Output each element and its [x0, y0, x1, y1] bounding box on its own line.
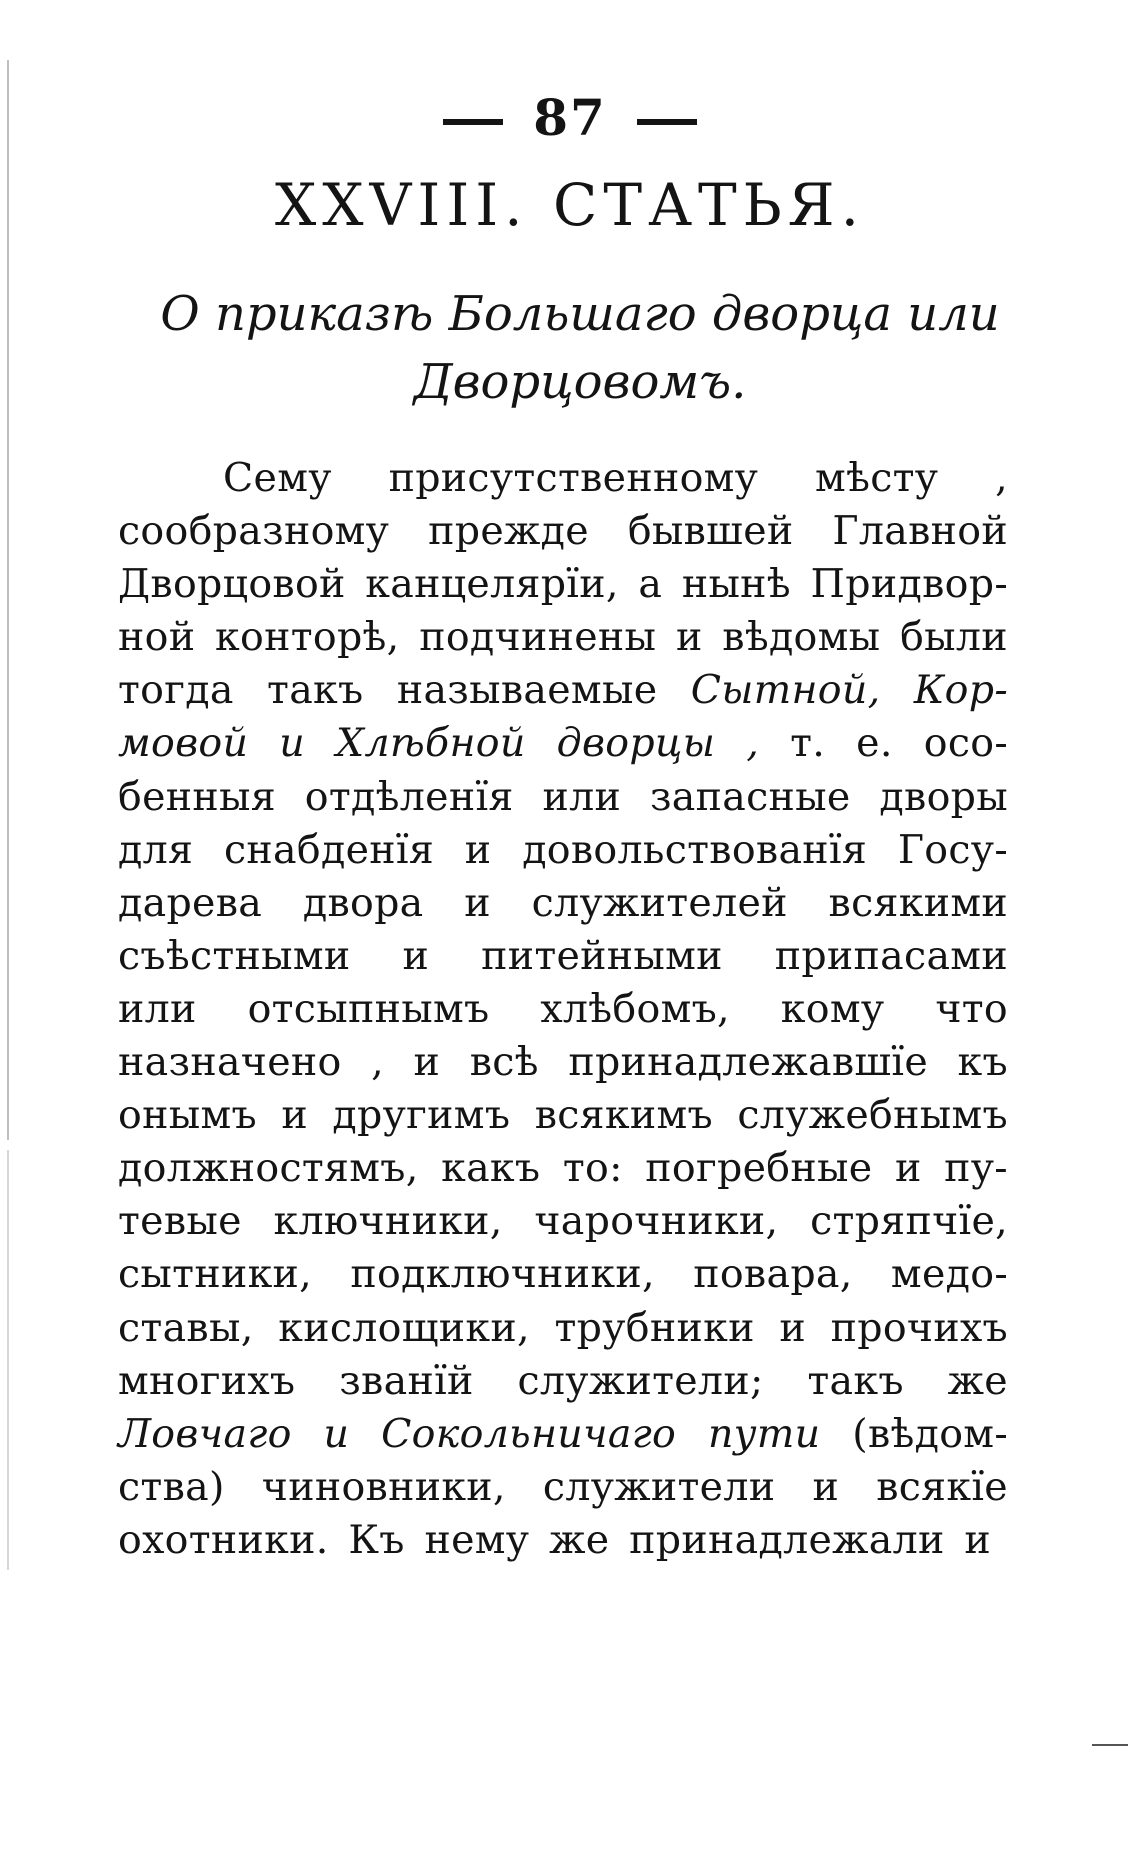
word: Сытной,	[690, 667, 881, 714]
word: сытники,	[118, 1251, 313, 1298]
word: кому	[780, 985, 885, 1032]
word: мѣсту	[815, 455, 939, 501]
word: и	[779, 1304, 806, 1351]
word: ,	[746, 720, 760, 767]
body-line	[118, 1089, 1008, 1142]
word: и	[464, 826, 492, 873]
word: дарева	[118, 879, 263, 926]
word: подчинены	[419, 614, 657, 661]
body-line	[118, 611, 1008, 664]
body-line	[118, 930, 1008, 983]
word: всякими	[828, 879, 1008, 926]
body-line	[118, 717, 1008, 770]
word: бенныя	[118, 773, 276, 820]
word: служителей	[531, 879, 788, 926]
word: присутственному	[388, 455, 759, 501]
word: всякимъ	[534, 1092, 713, 1139]
body-line	[118, 1461, 1008, 1514]
word: ной	[118, 614, 196, 661]
body-line	[118, 1036, 1008, 1089]
word: стряпчїе,	[810, 1198, 1008, 1245]
word: Придвор-	[810, 561, 1008, 608]
body-line	[118, 1514, 1008, 1567]
word: мовой	[118, 720, 249, 767]
body-line	[118, 1195, 1008, 1248]
word: Хлѣбной	[336, 720, 526, 767]
word: нему	[424, 1516, 530, 1563]
word: ,	[371, 1039, 384, 1086]
word: подключники,	[350, 1251, 655, 1298]
word: прежде	[428, 508, 589, 555]
body-line	[118, 983, 1008, 1036]
word: для	[118, 826, 194, 873]
word: и	[964, 1516, 992, 1563]
word: Дворцовой	[118, 561, 346, 608]
word: снабденїя	[223, 826, 435, 873]
word: и	[464, 879, 491, 926]
body-line	[118, 1248, 1008, 1301]
body-line	[118, 1142, 1008, 1195]
body-text	[118, 452, 1008, 1567]
word: были	[900, 614, 1008, 661]
word: довольствованїя	[522, 826, 868, 873]
body-line	[118, 1355, 1008, 1408]
word: (вѣдом-	[852, 1410, 1008, 1457]
word: нынѣ	[681, 561, 791, 608]
word: и	[281, 1092, 308, 1139]
word: е.	[856, 720, 893, 767]
word: т.	[790, 720, 826, 767]
word: и	[894, 1145, 922, 1192]
word: какъ	[441, 1145, 541, 1192]
article-subtitle	[140, 280, 1020, 416]
word: прочихъ	[830, 1304, 1008, 1351]
word: охотники.	[118, 1516, 329, 1563]
right-dash	[637, 119, 697, 125]
word: и	[323, 1410, 350, 1457]
word: медо-	[890, 1251, 1008, 1298]
word: вѣдомы	[722, 614, 881, 661]
word: конторѣ,	[215, 614, 400, 661]
word: чиновники,	[261, 1463, 506, 1510]
subtitle-line: О приказѣ Большаго дворца или	[160, 286, 1000, 342]
word: пути	[707, 1410, 821, 1457]
word: многихъ	[118, 1357, 296, 1404]
word: тевые	[118, 1198, 242, 1245]
word: служители	[542, 1463, 776, 1510]
word: такъ	[807, 1357, 904, 1404]
running-head	[0, 88, 1140, 148]
word: онымъ	[118, 1092, 257, 1139]
word: Сему	[223, 455, 332, 501]
word: ключники,	[273, 1198, 503, 1245]
word: служители;	[517, 1357, 764, 1404]
word: Сокольничаго	[381, 1410, 677, 1457]
word: сообразному	[118, 508, 390, 555]
word: должностямъ,	[118, 1145, 419, 1192]
word: двора	[302, 879, 424, 926]
left-dash	[443, 119, 503, 125]
word: отдѣленїя	[304, 773, 514, 820]
word: бывшей	[627, 508, 794, 555]
body-line	[118, 824, 1008, 877]
page-number: 87	[533, 88, 607, 147]
body-line	[118, 558, 1008, 611]
word: канцелярїи,	[365, 561, 619, 608]
body-line	[118, 771, 1008, 824]
word: другимъ	[332, 1092, 511, 1139]
word: называемые	[396, 667, 658, 714]
word: такъ	[267, 667, 364, 714]
word: осо-	[923, 720, 1008, 767]
word: пу-	[944, 1145, 1008, 1192]
word: званїй	[339, 1357, 474, 1404]
word: и	[675, 614, 703, 661]
word: то:	[562, 1145, 623, 1192]
word: хлѣбомъ,	[540, 985, 730, 1032]
word: кислощики,	[278, 1304, 530, 1351]
word: ства)	[118, 1463, 225, 1510]
word: Кор-	[913, 667, 1008, 714]
word: или	[542, 773, 622, 820]
scan-mark	[1092, 1744, 1128, 1746]
word: Ловчаго	[118, 1410, 292, 1457]
word: повара,	[693, 1251, 853, 1298]
body-line	[118, 877, 1008, 930]
word: ставы,	[118, 1304, 254, 1351]
word: и	[402, 932, 430, 979]
word: всякїе	[876, 1463, 1008, 1510]
word: ,	[995, 455, 1008, 501]
word: же	[549, 1516, 610, 1563]
word: тогда	[118, 667, 234, 714]
body-line	[118, 505, 1008, 558]
word: дворцы	[556, 720, 716, 767]
word: трубники	[554, 1304, 755, 1351]
word: къ	[957, 1039, 1008, 1086]
word: погребные	[645, 1145, 873, 1192]
word: чарочники,	[534, 1198, 779, 1245]
word: отсыпнымъ	[247, 985, 490, 1032]
word: и	[812, 1463, 840, 1510]
word: съѣстными	[118, 932, 351, 979]
body-line	[118, 664, 1008, 717]
word: запасные	[649, 773, 851, 820]
body-line	[118, 452, 1008, 505]
word: а	[638, 561, 663, 608]
word: принадлежали	[629, 1516, 945, 1563]
word: что	[935, 985, 1008, 1032]
word: или	[118, 985, 197, 1032]
word: Главной	[832, 508, 1008, 555]
article-title: XXVIII. СТАТЬЯ.	[274, 171, 866, 239]
body-line	[118, 1302, 1008, 1355]
word: служебнымъ	[737, 1092, 1008, 1139]
word: и	[279, 720, 306, 767]
subtitle-line: Дворцовомъ.	[413, 354, 747, 410]
word: Госу-	[897, 826, 1008, 873]
word: и	[413, 1039, 441, 1086]
word: питейными	[481, 932, 723, 979]
word: припасами	[774, 932, 1008, 979]
word: принадлежавшїе	[568, 1039, 928, 1086]
word: всѣ	[469, 1039, 539, 1086]
word: назначено	[118, 1039, 342, 1086]
word: Къ	[348, 1516, 405, 1563]
word: дворы	[879, 773, 1008, 820]
scan-edge-line	[7, 1150, 9, 1570]
word: же	[947, 1357, 1008, 1404]
body-line	[118, 1408, 1008, 1461]
